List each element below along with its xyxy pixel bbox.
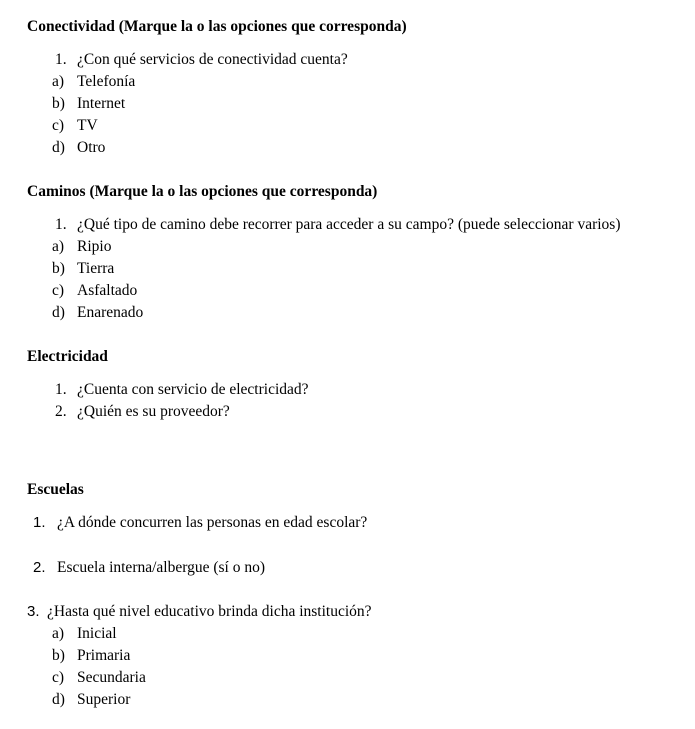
option-text: Asfaltado [77, 282, 138, 299]
option-letter: c) [52, 282, 65, 299]
option-letter: d) [52, 691, 65, 708]
option-letter: b) [52, 260, 65, 277]
option-letter: c) [52, 117, 65, 134]
option-letter: d) [52, 304, 65, 321]
question-number: 2. [33, 559, 46, 576]
question-text: ¿Cuenta con servicio de electricidad? [77, 381, 309, 398]
option-text: Telefonía [77, 73, 136, 90]
option-letter: d) [52, 139, 65, 156]
option-text: Inicial [77, 625, 117, 642]
question-number: 1. [33, 514, 46, 531]
question-number: 3. [27, 603, 40, 620]
option-text: Primaria [77, 647, 131, 664]
option-text: Superior [77, 691, 131, 708]
option-text: Internet [77, 95, 126, 112]
option-text: TV [77, 117, 98, 134]
option-letter: a) [52, 238, 65, 255]
section-heading-escuelas: Escuelas [27, 481, 84, 498]
question-text: ¿Con qué servicios de conectividad cuenta? [77, 51, 348, 68]
option-letter: b) [52, 95, 65, 112]
section-heading-conectividad: Conectividad (Marque la o las opciones que corresponda) [27, 18, 407, 35]
question-text: ¿A dónde concurren las personas en edad escolar? [57, 514, 368, 531]
question-text: ¿Hasta qué nivel educativo brinda dicha institución? [47, 603, 372, 620]
question-number: 1. [55, 216, 67, 233]
option-letter: c) [52, 669, 65, 686]
question-number: 1. [55, 51, 67, 68]
question-text: ¿Quién es su proveedor? [77, 403, 230, 420]
option-letter: b) [52, 647, 65, 664]
option-text: Tierra [77, 260, 115, 277]
question-number: 2. [55, 403, 67, 420]
question-text: ¿Qué tipo de camino debe recorrer para acceder a su campo? (puede seleccionar varios) [77, 216, 621, 233]
question-text: Escuela interna/albergue (sí o no) [57, 559, 266, 576]
option-letter: a) [52, 625, 65, 642]
option-text: Enarenado [77, 304, 144, 321]
option-text: Ripio [77, 238, 112, 255]
section-heading-electricidad: Electricidad [27, 348, 108, 365]
question-number: 1. [55, 381, 67, 398]
option-text: Otro [77, 139, 106, 156]
option-letter: a) [52, 73, 65, 90]
section-heading-caminos: Caminos (Marque la o las opciones que corresponda) [27, 183, 378, 200]
option-text: Secundaria [77, 669, 146, 686]
